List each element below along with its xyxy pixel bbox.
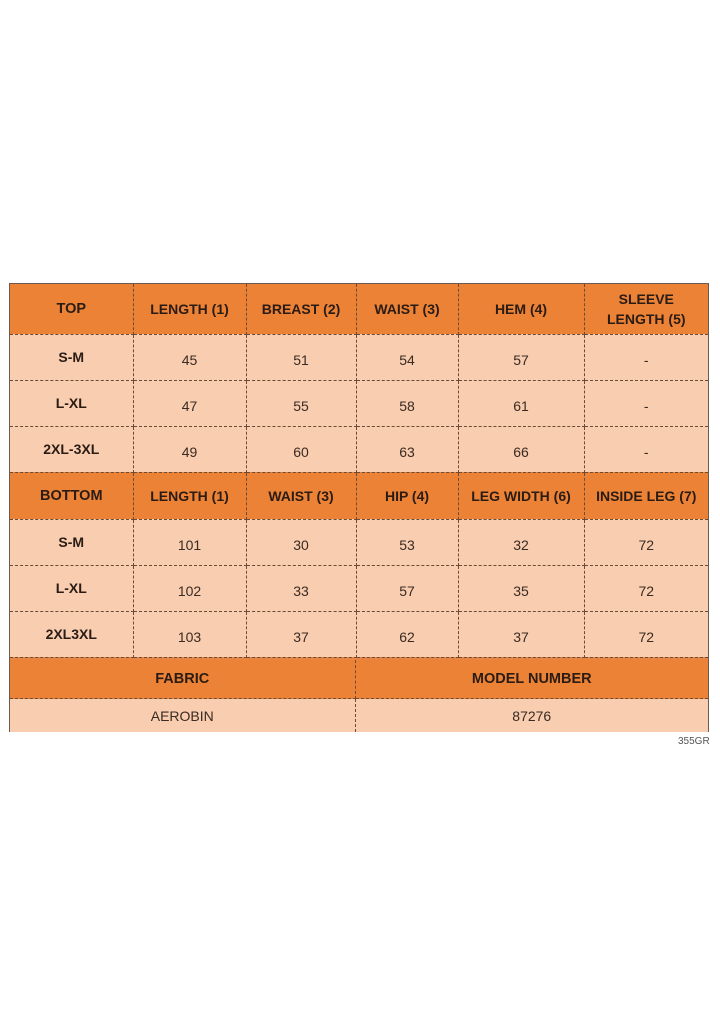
size-label: S-M xyxy=(10,519,133,565)
fabric-value: AEROBIN xyxy=(10,699,355,733)
table-cell: 63 xyxy=(356,426,458,472)
table-row xyxy=(10,611,708,657)
table-row xyxy=(10,334,708,380)
table-cell: - xyxy=(584,334,708,380)
size-label: 2XL3XL xyxy=(10,611,133,657)
table-cell: 45 xyxy=(133,334,246,380)
table-cell: 72 xyxy=(584,611,708,657)
size-label: 2XL-3XL xyxy=(10,426,133,472)
top-header-hem: HEM (4) xyxy=(458,284,584,334)
table-row xyxy=(10,565,708,611)
table-row xyxy=(10,426,708,472)
table-cell: 35 xyxy=(458,565,584,611)
bottom-header-row xyxy=(10,472,708,519)
table-cell: 103 xyxy=(133,611,246,657)
model-number-label: MODEL NUMBER xyxy=(355,660,708,699)
size-chart xyxy=(9,283,709,732)
table-row xyxy=(10,380,708,426)
size-label: L-XL xyxy=(10,565,133,611)
table-cell: 72 xyxy=(584,519,708,565)
table-cell: 60 xyxy=(246,426,356,472)
table-cell: 62 xyxy=(356,611,458,657)
table-cell: 37 xyxy=(246,611,356,657)
table-cell: 30 xyxy=(246,519,356,565)
bottom-header-leg-width: LEG WIDTH (6) xyxy=(458,472,584,519)
fabric-header-row xyxy=(10,660,708,699)
bottom-header-waist: WAIST (3) xyxy=(246,472,356,519)
table-cell: 55 xyxy=(246,380,356,426)
bottom-header-inside-leg: INSIDE LEG (7) xyxy=(584,472,708,519)
size-label: S-M xyxy=(10,334,133,380)
table-cell: 66 xyxy=(458,426,584,472)
top-header-breast: BREAST (2) xyxy=(246,284,356,334)
top-header-waist: WAIST (3) xyxy=(356,284,458,334)
table-cell: 57 xyxy=(458,334,584,380)
product-code: 355GR xyxy=(678,736,710,747)
table-cell: 54 xyxy=(356,334,458,380)
table-cell: 72 xyxy=(584,565,708,611)
bottom-header-length: LENGTH (1) xyxy=(133,472,246,519)
table-cell: 101 xyxy=(133,519,246,565)
top-section-label: TOP xyxy=(10,284,133,334)
table-cell: 47 xyxy=(133,380,246,426)
top-header-row xyxy=(10,284,708,334)
table-cell: 53 xyxy=(356,519,458,565)
size-label: L-XL xyxy=(10,380,133,426)
fabric-label: FABRIC xyxy=(10,660,355,699)
table-cell: - xyxy=(584,380,708,426)
fabric-value-row xyxy=(10,699,708,733)
fabric-table xyxy=(10,660,708,732)
table-cell: 102 xyxy=(133,565,246,611)
table-row xyxy=(10,519,708,565)
table-cell: 51 xyxy=(246,334,356,380)
top-header-sleeve-length: SLEEVE LENGTH (5) xyxy=(584,284,708,334)
bottom-section-label: BOTTOM xyxy=(10,472,133,519)
table-cell: - xyxy=(584,426,708,472)
top-header-length: LENGTH (1) xyxy=(133,284,246,334)
table-cell: 32 xyxy=(458,519,584,565)
bottom-header-hip: HIP (4) xyxy=(356,472,458,519)
table-cell: 33 xyxy=(246,565,356,611)
table-cell: 61 xyxy=(458,380,584,426)
table-cell: 58 xyxy=(356,380,458,426)
model-number-value: 87276 xyxy=(355,699,708,733)
table-cell: 37 xyxy=(458,611,584,657)
table-cell: 49 xyxy=(133,426,246,472)
size-table xyxy=(10,284,708,658)
table-cell: 57 xyxy=(356,565,458,611)
